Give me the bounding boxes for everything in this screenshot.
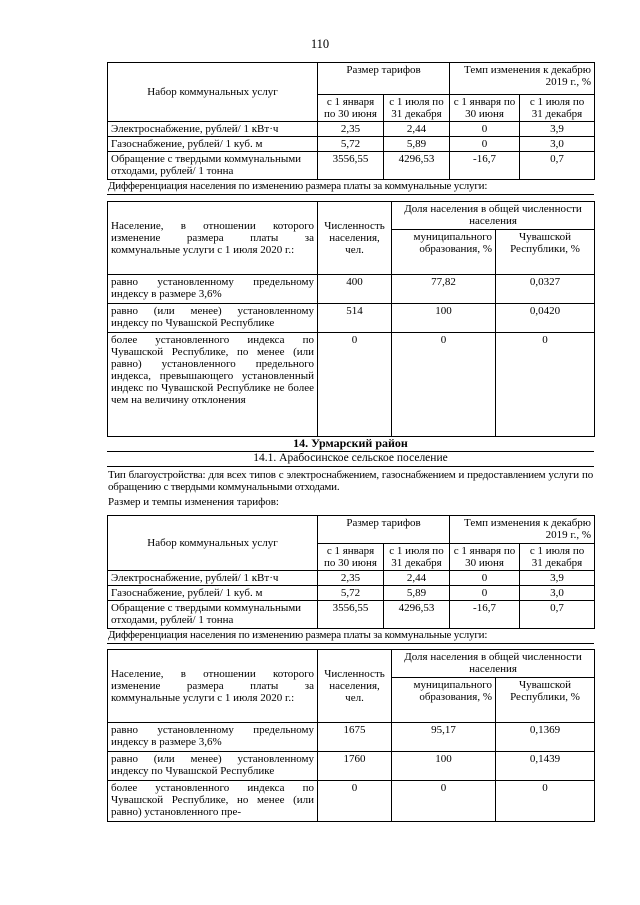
table-row (108, 781, 595, 822)
district-title: 14. Урмарский район (107, 437, 594, 452)
table-row (108, 571, 595, 586)
header-republic: Чувашской Республики, % (496, 678, 595, 723)
table-row (108, 601, 595, 629)
header-change-rate: Темп изменения к декабрю 2019 г., % (450, 516, 595, 544)
value-cell: 0 (496, 781, 595, 822)
header-jan-jun: с 1 января по 30 июня (318, 95, 384, 122)
population-category: более установленного индекса по Чувашской Республике, но менее (или равно) установленного пре- (108, 781, 318, 822)
header-tariff-size: Размер тарифов (318, 516, 450, 544)
service-name: Электроснабжение, рублей/ 1 кВт·ч (108, 122, 318, 137)
value-cell: 5,89 (384, 137, 450, 152)
header-rate-jan-jun: с 1 января по 30 июня (450, 544, 520, 571)
population-table-1 (107, 201, 595, 437)
page-number: 110 (310, 37, 330, 51)
table-row (108, 752, 595, 781)
value-cell: 4296,53 (384, 601, 450, 629)
value-cell: 3556,55 (318, 152, 384, 180)
header-municipal: муниципального образования, % (392, 230, 496, 275)
population-category: равно (или менее) установленному индексу по Чувашской Республике (108, 304, 318, 333)
tariff-header-row (108, 63, 595, 95)
value-cell: 0,0420 (496, 304, 595, 333)
value-cell: 0,1439 (496, 752, 595, 781)
value-cell: 5,89 (384, 586, 450, 601)
header-republic: Чувашской Республики, % (496, 230, 595, 275)
tariff-table-1-wrap (107, 62, 594, 195)
service-name: Обращение с твердыми коммунальными отходами, рублей/ 1 тонна (108, 152, 318, 180)
table-row (108, 152, 595, 180)
population-header-row (108, 202, 595, 230)
population-category: равно установленному предельному индексу в размере 3,6% (108, 275, 318, 304)
value-cell: 0,1369 (496, 723, 595, 752)
value-cell: 0 (392, 333, 496, 437)
population-table-2 (107, 649, 595, 822)
table-row (108, 304, 595, 333)
value-cell: 2,35 (318, 571, 384, 586)
header-tariff-size: Размер тарифов (318, 63, 450, 95)
value-cell: 100 (392, 752, 496, 781)
population-category: более установленного индекса по Чувашской Республике, по менее (или равно) установленного предельного индекса, превышающего установленный индекс по Чувашской Республике не более чем на величину отклонения (108, 333, 318, 437)
header-change-rate: Темп изменения к декабрю 2019 г., % (450, 63, 595, 95)
header-share: Доля населения в общей численности населения (392, 202, 595, 230)
header-jul-dec: с 1 июля по 31 декабря (384, 544, 450, 571)
value-cell: 0 (450, 137, 520, 152)
improvement-text: Тип благоустройства: для всех типов с электроснабжением, газоснабжением и предоставлением услуги по обращению с твердыми коммунальными отходами. (108, 469, 593, 493)
tariff-table-2 (107, 515, 595, 629)
header-population: Население, в отношении которого изменение размера платы за коммунальные услуги с 1 июля 2020 г.: (108, 202, 318, 275)
value-cell: 0 (318, 781, 392, 822)
value-cell: 5,72 (318, 137, 384, 152)
population-category: равно установленному предельному индексу в размере 3,6% (108, 723, 318, 752)
header-share: Доля населения в общей численности населения (392, 650, 595, 678)
tariff-header-row (108, 516, 595, 544)
diff-caption: Дифференциация населения по изменению размера платы за коммунальные услуги: (107, 629, 594, 644)
service-name: Газоснабжение, рублей/ 1 куб. м (108, 137, 318, 152)
value-cell: 3,0 (520, 137, 595, 152)
value-cell: 2,44 (384, 122, 450, 137)
value-cell: 0,0327 (496, 275, 595, 304)
table-row (108, 137, 595, 152)
header-jan-jun: с 1 января по 30 июня (318, 544, 384, 571)
header-count: Численность населения, чел. (318, 202, 392, 275)
value-cell: 0 (450, 122, 520, 137)
service-name: Обращение с твердыми коммунальными отходами, рублей/ 1 тонна (108, 601, 318, 629)
header-rate-jan-jun: с 1 января по 30 июня (450, 95, 520, 122)
value-cell: 2,44 (384, 571, 450, 586)
population-header-row (108, 650, 595, 678)
value-cell: 1760 (318, 752, 392, 781)
service-name: Газоснабжение, рублей/ 1 куб. м (108, 586, 318, 601)
value-cell: 3,9 (520, 122, 595, 137)
value-cell: 3556,55 (318, 601, 384, 629)
tariff-table-2-wrap (107, 515, 594, 644)
value-cell: 3,9 (520, 571, 595, 586)
value-cell: 0 (450, 586, 520, 601)
population-table-1-wrap (107, 201, 594, 509)
table-row (108, 333, 595, 437)
value-cell: -16,7 (450, 152, 520, 180)
table-row (108, 122, 595, 137)
value-cell: 77,82 (392, 275, 496, 304)
value-cell: 5,72 (318, 586, 384, 601)
header-jul-dec: с 1 июля по 31 декабря (384, 95, 450, 122)
table-row (108, 586, 595, 601)
header-population: Население, в отношении которого изменение размера платы за коммунальные услуги с 1 июля 2020 г.: (108, 650, 318, 723)
value-cell: 100 (392, 304, 496, 333)
value-cell: 95,17 (392, 723, 496, 752)
value-cell: 2,35 (318, 122, 384, 137)
value-cell: 400 (318, 275, 392, 304)
value-cell: 0 (318, 333, 392, 437)
value-cell: 0,7 (520, 601, 595, 629)
population-category: равно (или менее) установленному индексу по Чувашской Республике (108, 752, 318, 781)
header-service-set: Набор коммунальных услуг (108, 63, 318, 122)
value-cell: 0,7 (520, 152, 595, 180)
tariff-caption: Размер и темпы изменения тарифов: (108, 496, 279, 508)
value-cell: 514 (318, 304, 392, 333)
population-table-2-wrap (107, 649, 594, 822)
value-cell: 0 (496, 333, 595, 437)
header-rate-jul-dec: с 1 июля по 31 декабря (520, 95, 595, 122)
service-name: Электроснабжение, рублей/ 1 кВт·ч (108, 571, 318, 586)
header-municipal: муниципального образования, % (392, 678, 496, 723)
value-cell: -16,7 (450, 601, 520, 629)
table-row (108, 723, 595, 752)
header-rate-jul-dec: с 1 июля по 31 декабря (520, 544, 595, 571)
value-cell: 1675 (318, 723, 392, 752)
value-cell: 0 (450, 571, 520, 586)
table-row (108, 275, 595, 304)
header-service-set: Набор коммунальных услуг (108, 516, 318, 571)
tariff-table-1 (107, 62, 595, 180)
settlement-title: 14.1. Арабосинское сельское поселение (107, 452, 594, 467)
diff-caption: Дифференциация населения по изменению размера платы за коммунальные услуги: (107, 180, 594, 195)
value-cell: 3,0 (520, 586, 595, 601)
value-cell: 4296,53 (384, 152, 450, 180)
value-cell: 0 (392, 781, 496, 822)
header-count: Численность населения, чел. (318, 650, 392, 723)
